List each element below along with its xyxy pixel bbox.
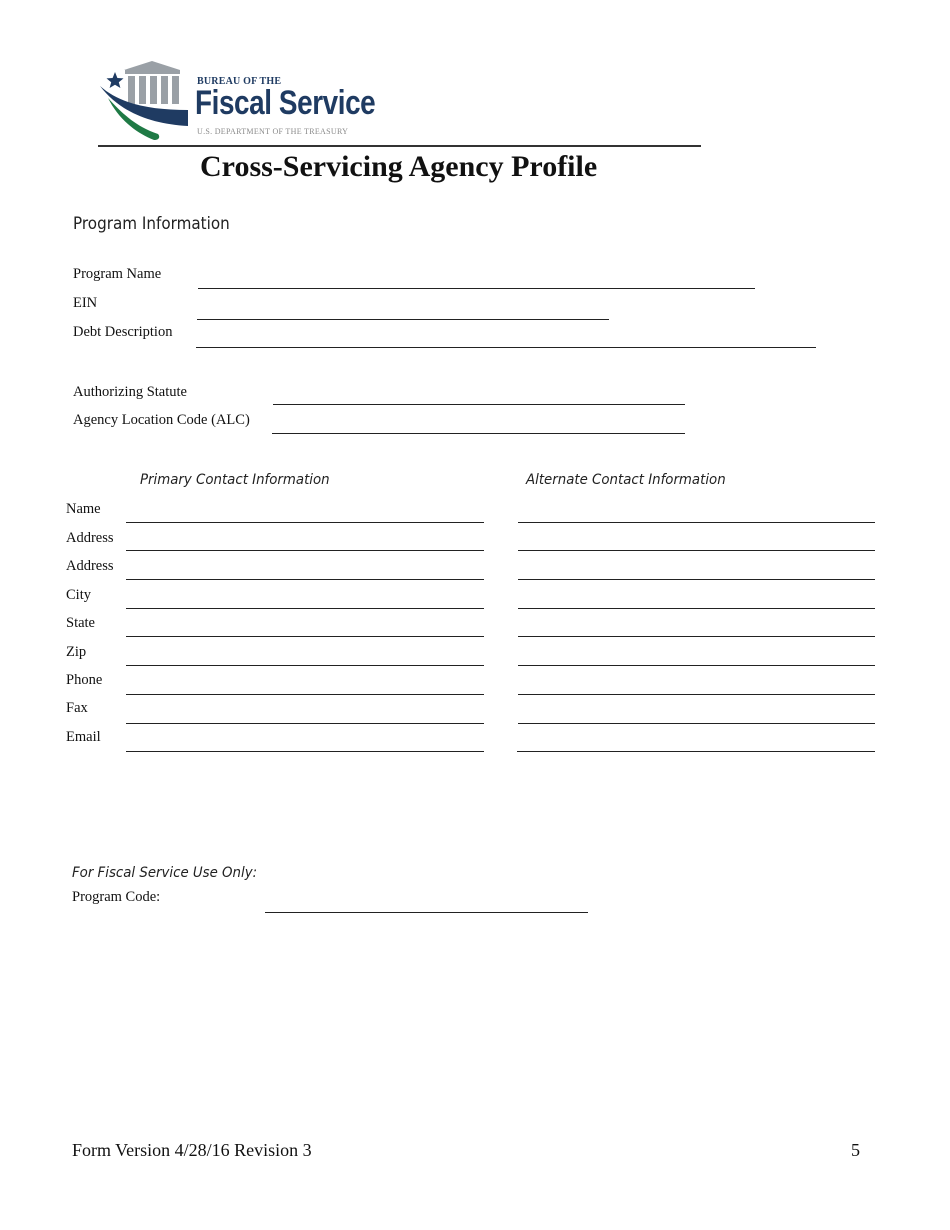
contact-city-label: City <box>66 587 91 603</box>
alc-field[interactable] <box>272 433 685 434</box>
logo-line-1: BUREAU OF THE <box>197 76 282 87</box>
alternate-phone-field[interactable] <box>518 694 875 695</box>
ein-label: EIN <box>73 295 98 311</box>
page-number: 5 <box>851 1140 860 1160</box>
contact-name-label: Name <box>66 501 101 517</box>
office-use-heading: For Fiscal Service Use Only: <box>72 865 258 881</box>
logo-line-3: U.S. DEPARTMENT OF THE TREASURY <box>197 127 349 136</box>
alternate-email-field[interactable] <box>517 751 875 752</box>
primary-fax-field[interactable] <box>126 723 484 724</box>
primary-contact-heading: Primary Contact Information <box>140 472 330 488</box>
header-divider <box>98 145 701 147</box>
alternate-city-field[interactable] <box>518 608 875 609</box>
alternate-state-field[interactable] <box>518 636 875 637</box>
star-icon <box>107 72 124 88</box>
authorizing-statute-label: Authorizing Statute <box>73 384 187 400</box>
debt-description-field[interactable] <box>196 347 816 348</box>
program-code-label: Program Code: <box>72 889 161 905</box>
contact-state-label: State <box>66 615 95 631</box>
primary-name-field[interactable] <box>126 522 484 523</box>
primary-phone-field[interactable] <box>126 694 484 695</box>
program-code-field[interactable] <box>265 912 588 913</box>
debt-description-label: Debt Description <box>73 324 173 340</box>
program-information-heading: Program Information <box>73 214 230 233</box>
contact-address-label: Address <box>66 530 114 546</box>
contact-fax-label: Fax <box>66 700 88 716</box>
alc-label: Agency Location Code (ALC) <box>73 412 250 428</box>
contact-phone-label: Phone <box>66 672 103 688</box>
primary-address-2-field[interactable] <box>126 579 484 580</box>
primary-zip-field[interactable] <box>126 665 484 666</box>
contact-email-label: Email <box>66 729 101 745</box>
ein-field[interactable] <box>197 319 609 320</box>
alternate-name-field[interactable] <box>518 522 875 523</box>
alternate-zip-field[interactable] <box>518 665 875 666</box>
logo-line-2: Fiscal Service <box>195 84 376 122</box>
alternate-address-1-field[interactable] <box>518 550 875 551</box>
form-version: Form Version 4/28/16 Revision 3 <box>72 1140 312 1160</box>
contact-address-2-label: Address <box>66 558 114 574</box>
contact-zip-label: Zip <box>66 644 87 660</box>
primary-email-field[interactable] <box>126 751 484 752</box>
primary-state-field[interactable] <box>126 636 484 637</box>
program-name-label: Program Name <box>73 266 162 282</box>
primary-city-field[interactable] <box>126 608 484 609</box>
program-name-field[interactable] <box>198 288 755 289</box>
page-title: Cross-Servicing Agency Profile <box>200 150 598 183</box>
primary-address-1-field[interactable] <box>126 550 484 551</box>
authorizing-statute-field[interactable] <box>273 404 685 405</box>
alternate-fax-field[interactable] <box>518 723 875 724</box>
alternate-address-2-field[interactable] <box>518 579 875 580</box>
alternate-contact-heading: Alternate Contact Information <box>526 472 726 488</box>
